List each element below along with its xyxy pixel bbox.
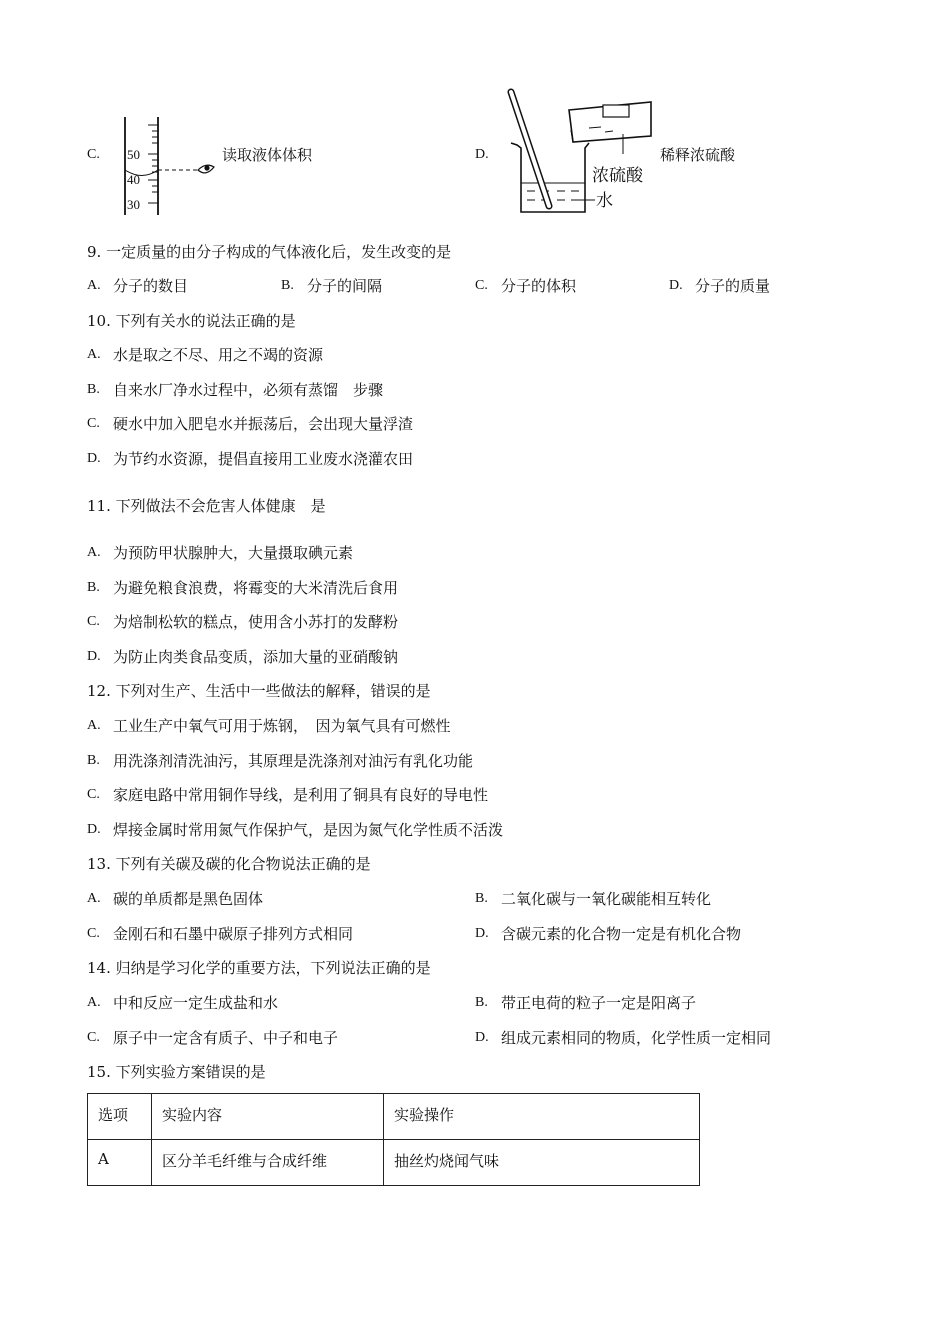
q13-option-c: 金刚石和石墨中碳原子排列方式相同 bbox=[113, 925, 354, 943]
q9-option-a: 分子的数目 bbox=[113, 277, 189, 295]
q14-option-a-key: A. bbox=[87, 995, 101, 1010]
table-header-row bbox=[88, 1094, 700, 1140]
row-a-content: 区分羊毛纤维与合成纤维 bbox=[152, 1140, 384, 1186]
q12-option-a: 工业生产中氧气可用于炼钢， 因为氧气具有可燃性 bbox=[113, 717, 451, 735]
dilution-figure bbox=[505, 88, 665, 218]
q12-option-b: 用洗涤剂清洗油污，其原理是洗涤剂对油污有乳化功能 bbox=[113, 752, 474, 770]
q11-option-c: 为焙制松软的糕点，使用含小苏打的发酵粉 bbox=[113, 613, 399, 631]
q14-option-c-key: C. bbox=[87, 1030, 100, 1045]
figure-c-option: C. bbox=[87, 147, 100, 162]
q9-option-d-key: D. bbox=[669, 278, 683, 293]
label-acid: 浓硫酸 bbox=[592, 166, 643, 186]
q13-option-b-key: B. bbox=[475, 891, 488, 906]
header-content: 实验内容 bbox=[152, 1094, 384, 1140]
q9-option-c-key: C. bbox=[475, 278, 488, 293]
q11-option-a: 为预防甲状腺肿大，大量摄取碘元素 bbox=[113, 544, 354, 562]
q14-option-c: 原子中一定含有质子、中子和电子 bbox=[113, 1029, 339, 1047]
q14-option-b: 带正电荷的粒子一定是阳离子 bbox=[501, 994, 697, 1012]
q14-option-d: 组成元素相同的物质，化学性质一定相同 bbox=[501, 1029, 772, 1047]
q12-option-c: 家庭电路中常用铜作导线，是利用了铜具有良好的导电性 bbox=[113, 786, 489, 804]
q12-option-a-key: A. bbox=[87, 718, 101, 733]
q10-stem: 10. 下列有关水的说法正确的是 bbox=[87, 312, 296, 330]
q11-option-d: 为防止肉类食品变质，添加大量的亚硝酸钠 bbox=[113, 648, 399, 666]
q14-option-b-key: B. bbox=[475, 995, 488, 1010]
q10-option-b-key: B. bbox=[87, 382, 100, 397]
q11-option-b-key: B. bbox=[87, 580, 100, 595]
header-option: 选项 bbox=[88, 1094, 152, 1140]
figure-d-option: D. bbox=[475, 147, 489, 162]
q12-option-d-key: D. bbox=[87, 822, 101, 837]
experiment-table bbox=[87, 1093, 700, 1186]
q9-option-d: 分子的质量 bbox=[695, 277, 771, 295]
q10-option-a: 水是取之不尽、用之不竭的资源 bbox=[113, 346, 324, 364]
q12-option-c-key: C. bbox=[87, 787, 100, 802]
tick-40: 40 bbox=[127, 172, 140, 187]
table-row bbox=[88, 1140, 700, 1186]
q11-option-b: 为避免粮食浪费，将霉变的大米清洗后食用 bbox=[113, 579, 399, 597]
figure-d-caption: 稀释浓硫酸 bbox=[660, 146, 736, 164]
q11-option-c-key: C. bbox=[87, 614, 100, 629]
q13-option-d: 含碳元素的化合物一定是有机化合物 bbox=[501, 925, 742, 943]
q10-option-a-key: A. bbox=[87, 347, 101, 362]
q9-option-b-key: B. bbox=[281, 278, 294, 293]
q12-stem: 12. 下列对生产、生活中一些做法的解释，错误的是 bbox=[87, 682, 431, 700]
row-a-operation: 抽丝灼烧闻气味 bbox=[384, 1140, 700, 1186]
q10-option-d-key: D. bbox=[87, 451, 101, 466]
q10-option-b: 自来水厂净水过程中，必须有蒸馏 步骤 bbox=[113, 381, 384, 399]
q11-option-d-key: D. bbox=[87, 649, 101, 664]
q14-option-d-key: D. bbox=[475, 1030, 489, 1045]
q14-option-a: 中和反应一定生成盐和水 bbox=[113, 994, 279, 1012]
tick-50: 50 bbox=[127, 147, 140, 162]
q13-option-c-key: C. bbox=[87, 926, 100, 941]
q12-option-b-key: B. bbox=[87, 753, 100, 768]
tick-30: 30 bbox=[127, 197, 140, 212]
q14-stem: 14. 归纳是学习化学的重要方法，下列说法正确的是 bbox=[87, 959, 431, 977]
header-operation: 实验操作 bbox=[384, 1094, 700, 1140]
label-water: 水 bbox=[596, 191, 613, 211]
q13-stem: 13. 下列有关碳及碳的化合物说法正确的是 bbox=[87, 855, 371, 873]
figure-c-caption: 读取液体体积 bbox=[222, 146, 313, 164]
q13-option-d-key: D. bbox=[475, 926, 489, 941]
q9-option-c: 分子的体积 bbox=[501, 277, 577, 295]
q10-option-c-key: C. bbox=[87, 416, 100, 431]
q9-option-a-key: A. bbox=[87, 278, 101, 293]
q9-stem: 9. 一定质量的由分子构成的气体液化后，发生改变的是 bbox=[87, 243, 452, 261]
q13-option-a-key: A. bbox=[87, 891, 101, 906]
q11-option-a-key: A. bbox=[87, 545, 101, 560]
q15-stem: 15. 下列实验方案错误的是 bbox=[87, 1063, 266, 1081]
q12-option-d: 焊接金属时常用氮气作保护气，是因为氮气化学性质不活泼 bbox=[113, 821, 504, 839]
q10-option-c: 硬水中加入肥皂水并振荡后，会出现大量浮渣 bbox=[113, 415, 414, 433]
row-a-option: A bbox=[88, 1140, 152, 1186]
q10-option-d: 为节约水资源，提倡直接用工业废水浇灌农田 bbox=[113, 450, 414, 468]
q9-option-b: 分子的间隔 bbox=[307, 277, 383, 295]
q11-stem: 11. 下列做法不会危害人体健康 是 bbox=[87, 497, 326, 515]
q13-option-a: 碳的单质都是黑色固体 bbox=[113, 890, 264, 908]
q13-option-b: 二氧化碳与一氧化碳能相互转化 bbox=[501, 890, 712, 908]
